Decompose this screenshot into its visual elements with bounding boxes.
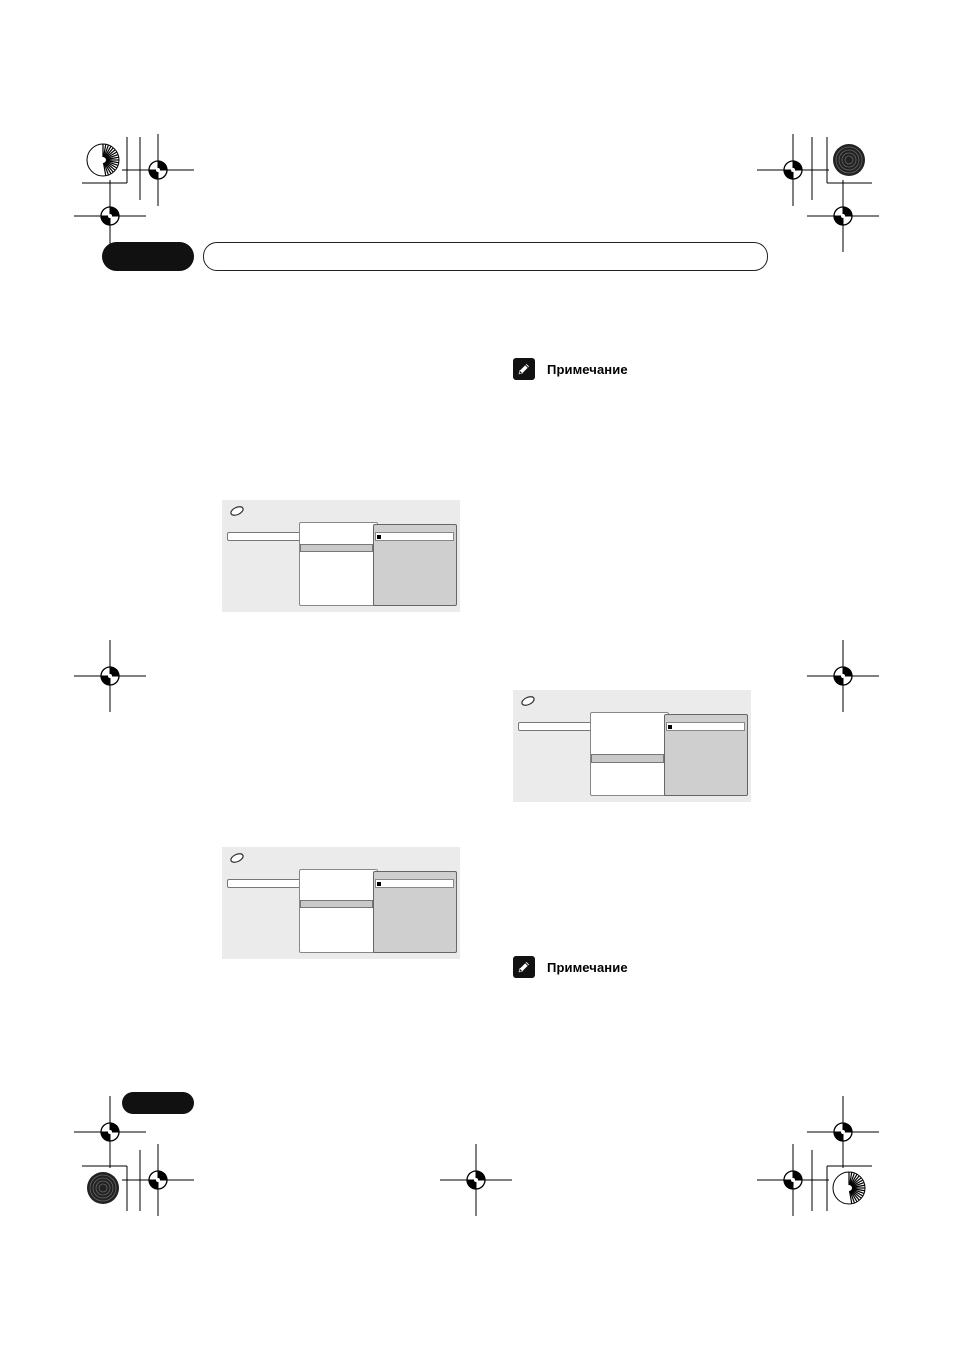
osd-menu-highlight [300, 900, 373, 908]
osd-menu-column-1 [227, 879, 302, 888]
note-heading [513, 956, 628, 978]
disc-icon [229, 505, 245, 517]
disc-icon [520, 695, 536, 707]
section-header-bar [203, 242, 768, 271]
osd-menu-highlight [591, 754, 664, 763]
osd-menu-column-1 [227, 532, 302, 541]
osd-menu-column-2 [299, 869, 378, 953]
osd-selection-marker [377, 535, 381, 539]
osd-menu-screen [222, 847, 460, 959]
osd-selected-option [666, 722, 745, 731]
note-heading [513, 358, 628, 380]
note-label: Примечание [547, 959, 628, 975]
osd-selection-marker [668, 725, 672, 729]
osd-menu-column-1 [518, 722, 593, 731]
osd-selected-option [375, 879, 454, 888]
osd-selection-marker [377, 882, 381, 886]
osd-menu-screen [222, 500, 460, 612]
disc-icon [229, 852, 245, 864]
osd-menu-column-2 [299, 522, 378, 606]
chapter-badge [102, 242, 194, 271]
note-label: Примечание [547, 361, 628, 377]
osd-menu-screen [513, 690, 751, 802]
page-number-badge [122, 1092, 194, 1114]
osd-selected-option [375, 532, 454, 541]
pencil-icon [513, 956, 535, 978]
osd-menu-highlight [300, 544, 373, 552]
pencil-icon [513, 358, 535, 380]
